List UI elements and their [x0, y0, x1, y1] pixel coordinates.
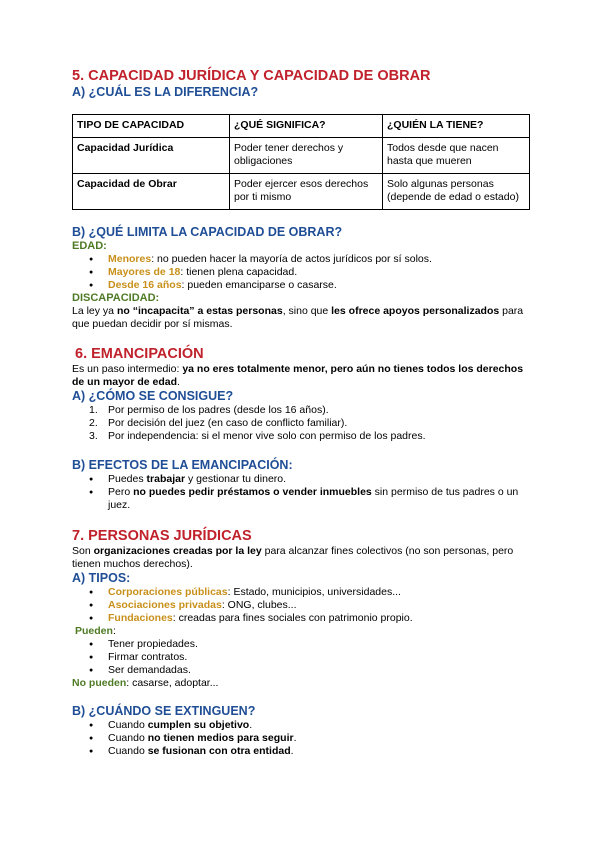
tipos-list	[72, 586, 530, 625]
section-7-sub-b: B) ¿CUÁNDO SE EXTINGUEN?	[72, 704, 256, 718]
text-run: Cuando	[108, 719, 148, 731]
text-run: Puedes	[108, 473, 147, 485]
item-text: : pueden emanciparse o casarse.	[181, 279, 337, 291]
text-run: .	[177, 376, 180, 388]
section-6-sub-b: B) EFECTOS DE LA EMANCIPACIÓN:	[72, 458, 293, 472]
discapacidad-paragraph	[72, 305, 530, 331]
text-run-bold: les ofrece apoyos personalizados	[331, 305, 500, 317]
pueden-label: Pueden	[75, 625, 113, 637]
table-row	[73, 138, 530, 174]
item-number: 1.	[89, 404, 98, 416]
list-item: ● Ser demandadas.	[72, 664, 530, 677]
list-item	[72, 473, 530, 486]
text-run: Cuando	[108, 745, 148, 757]
item-text: Por independencia: si el menor vive solo con permiso de los padres.	[108, 430, 426, 442]
table-cell: Solo algunas personas (depende de edad o estado)	[383, 174, 530, 210]
text-run: .	[249, 719, 253, 731]
text-run-bold: no “incapacita” a estas personas	[116, 305, 283, 317]
item-term: Mayores de 18	[108, 266, 181, 278]
list-item	[72, 732, 530, 745]
text-run-bold: no puedes pedir préstamos o vender inmuebles	[133, 486, 372, 498]
list-item: ● Firmar contratos.	[72, 651, 530, 664]
item-text: Por permiso de los padres (desde los 16 años).	[108, 404, 329, 416]
list-item	[72, 417, 530, 430]
text-run: La ley ya	[72, 305, 117, 317]
item-number: 3.	[89, 430, 98, 442]
section-5-sub-b: B) ¿QUÉ LIMITA LA CAPACIDAD DE OBRAR?	[72, 225, 343, 239]
text-run: y gestionar tu dinero.	[185, 473, 287, 485]
disc-label: DISCAPACIDAD	[72, 292, 156, 304]
pueden-heading: Pueden:	[75, 625, 116, 637]
table-cell: Poder tener derechos y obligaciones	[230, 138, 383, 174]
cell-term: Capacidad de Obrar	[77, 178, 177, 190]
list-item	[72, 612, 530, 625]
table-header-row	[73, 115, 530, 138]
item-term: Menores	[108, 253, 152, 265]
list-item	[72, 253, 530, 266]
text-run: .	[293, 732, 297, 744]
item-text: : tienen plena capacidad.	[180, 266, 298, 278]
como-list	[72, 404, 530, 443]
section-5-sub-a: A) ¿CUÁL ES LA DIFERENCIA?	[72, 85, 259, 99]
item-text: : ONG, clubes...	[221, 599, 297, 611]
document-page	[72, 68, 530, 758]
discapacidad-heading: DISCAPACIDAD:	[72, 292, 160, 304]
cell-term: Capacidad Jurídica	[77, 142, 174, 154]
item-text: : casarse, adoptar...	[126, 677, 219, 689]
list-item	[72, 586, 530, 599]
table-header: ¿QUIÉN LA TIENE?	[383, 115, 530, 138]
text-run: Son	[72, 545, 94, 557]
section-7-title: 7. PERSONAS JURÍDICAS	[72, 528, 252, 544]
edad-list	[72, 253, 530, 292]
list-item	[72, 404, 530, 417]
no-pueden-line	[72, 677, 530, 690]
text-run: .	[290, 745, 294, 757]
text-run: sin permiso de tus padres o un juez.	[108, 486, 519, 511]
section-7-sub-a: A) TIPOS:	[72, 571, 131, 585]
extinguen-list	[72, 719, 530, 758]
efectos-list	[72, 473, 530, 512]
item-term: Fundaciones	[108, 612, 173, 624]
section-6-sub-a: A) ¿CÓMO SE CONSIGUE?	[72, 389, 234, 403]
text-run: para que puedan decidir por sí mismas.	[72, 305, 524, 330]
text-run-bold: cumplen su objetivo	[147, 719, 250, 731]
table-header: TIPO DE CAPACIDAD	[73, 115, 230, 138]
item-text: : creadas para fines sociales con patrimonio propio.	[172, 612, 413, 624]
list-item	[72, 599, 530, 612]
text-run-bold: trabajar	[146, 473, 186, 485]
list-item	[72, 279, 530, 292]
text-run-bold: no tienen medios para seguir	[147, 732, 294, 744]
text-run-bold: ya no eres totalmente menor, pero aún no tienes todos los derechos de un mayor de edad	[72, 363, 524, 388]
edad-label: EDAD	[72, 240, 104, 252]
item-term: Corporaciones públicas	[108, 586, 228, 598]
edad-heading: EDAD:	[72, 240, 107, 252]
text-run-bold: organizaciones creadas por la ley	[93, 545, 262, 557]
text-run: Es un paso intermedio:	[72, 363, 183, 375]
list-item	[72, 266, 530, 279]
text-run: , sino que	[282, 305, 332, 317]
list-item	[72, 486, 530, 512]
table-cell	[73, 174, 230, 210]
text-run-bold: se fusionan con otra entidad	[147, 745, 291, 757]
item-text: : no pueden hacer la mayoría de actos jurídicos por sí solos.	[151, 253, 432, 265]
no-pueden-label: No pueden	[72, 677, 127, 689]
section-5-title: 5. CAPACIDAD JURÍDICA Y CAPACIDAD DE OBRAR	[72, 68, 431, 84]
item-number: 2.	[89, 417, 98, 429]
list-item: ● Tener propiedades.	[72, 638, 530, 651]
text-run: para alcanzar fines colectivos (no son personas, pero tienen muchos derechos).	[72, 545, 514, 570]
list-item	[72, 719, 530, 732]
table-header: ¿QUÉ SIGNIFICA?	[230, 115, 383, 138]
item-text: : Estado, municipios, universidades...	[227, 586, 401, 598]
text-run: Pero	[108, 486, 134, 498]
table-cell: Todos desde que nacen hasta que mueren	[383, 138, 530, 174]
pueden-list	[72, 638, 530, 677]
item-term: Desde 16 años	[108, 279, 182, 291]
list-item	[72, 430, 530, 443]
text-run: Cuando	[108, 732, 148, 744]
section-6-title: 6. EMANCIPACIÓN	[75, 346, 204, 362]
item-term: Asociaciones privadas	[108, 599, 222, 611]
capacity-table	[72, 114, 530, 210]
section-6-intro	[72, 363, 530, 389]
section-7-intro	[72, 545, 530, 571]
table-row	[73, 174, 530, 210]
table-cell	[73, 138, 230, 174]
item-text: Por decisión del juez (en caso de conflicto familiar).	[108, 417, 348, 429]
list-item	[72, 745, 530, 758]
table-cell: Poder ejercer esos derechos por ti mismo	[230, 174, 383, 210]
